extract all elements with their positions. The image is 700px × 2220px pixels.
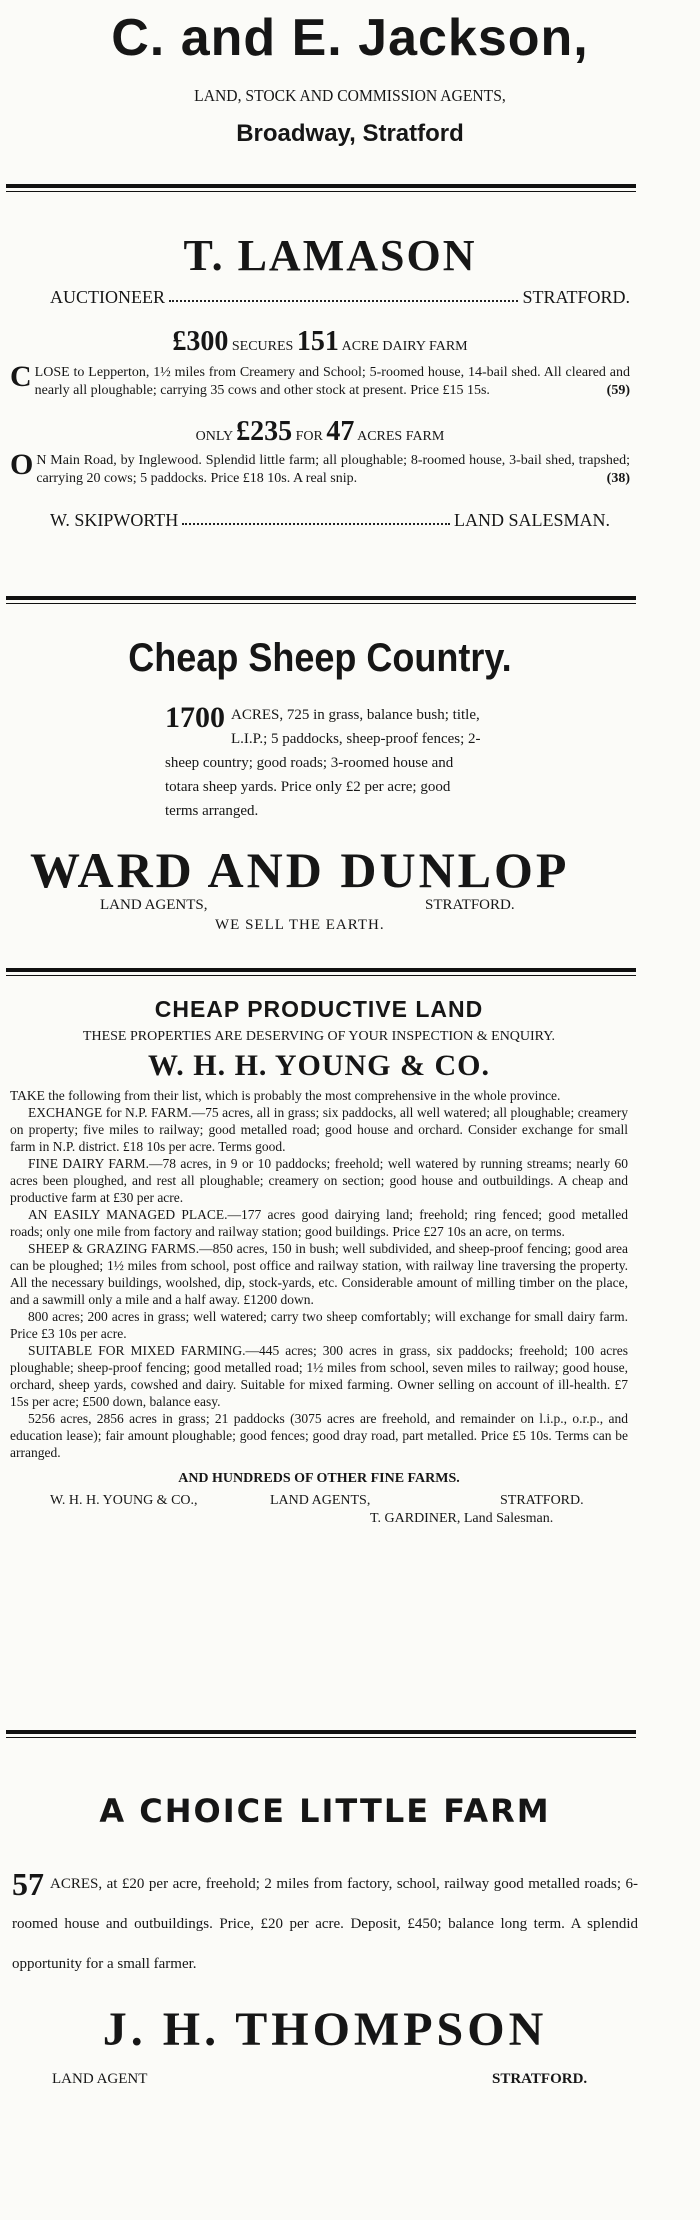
lamason-town: STRATFORD.: [522, 287, 630, 307]
ward-town: STRATFORD.: [425, 897, 515, 913]
divider: [6, 596, 636, 604]
jackson-location: Broadway, Stratford: [236, 120, 464, 147]
ward-ad: [0, 636, 700, 934]
lamason-salesman-row: [50, 510, 610, 531]
ward-body: [165, 703, 485, 823]
jackson-tagline: LAND, STOCK AND COMMISSION AGENTS,: [194, 86, 506, 105]
listing2-only: ONLY: [195, 429, 233, 444]
listing2-price: £235: [236, 416, 293, 447]
thompson-acres: 57: [12, 1866, 44, 1902]
young-closing: AND HUNDREDS OF OTHER FINE FARMS.: [178, 1471, 460, 1486]
thompson-town: STRATFORD.: [492, 2071, 588, 2087]
thompson-role: LAND AGENT: [52, 2071, 148, 2087]
lamason-role-row: [50, 287, 630, 308]
listing1-type: ACRE DAIRY FARM: [341, 339, 468, 354]
listing1-price: £300: [172, 326, 229, 357]
listing1-ref: (59): [606, 383, 630, 398]
dot-leader: [169, 287, 518, 302]
listing1-text: LOSE to Lepperton, 1½ miles from Creamery and School; 5-roomed house, 14-bail shed. All cleared and nearly all ploughable; carrying 35 cows and other stock at present. Price £15 15s.: [34, 365, 630, 398]
thompson-headline: A CHOICE LITTLE FARM: [99, 1792, 551, 1830]
jackson-name: C. and E. Jackson,: [111, 9, 589, 67]
listing1-secures: SECURES: [231, 339, 294, 354]
young-intro: TAKE the following from their list, which is probably the most comprehensive in the whole province.: [10, 1088, 561, 1103]
listing1-initial: C: [10, 360, 32, 393]
listing2-body: [10, 448, 630, 488]
jackson-ad: [0, 8, 700, 148]
young-listing-item: 5256 acres, 2856 acres in grass; 21 paddocks (3075 acres are freehold, and remainder on l.i.p., o.r.p., and education lease); fair amount ploughable; good fences; good dray road, part metalled. Price £5 10s. Terms can be arranged.: [10, 1411, 628, 1460]
thompson-firm: J. H. THOMPSON: [102, 2003, 548, 2056]
divider: [6, 184, 636, 192]
young-subhead: THESE PROPERTIES ARE DESERVING OF YOUR INSPECTION & ENQUIRY.: [82, 1029, 556, 1044]
lamason-salesman-role: LAND SALESMAN.: [453, 510, 610, 530]
lamason-name: T. LAMASON: [183, 231, 477, 280]
listing2-for: FOR: [295, 429, 323, 444]
young-footer-role: LAND AGENTS,: [270, 1493, 371, 1508]
ward-acres: 1700: [165, 701, 225, 734]
listing2-acres: 47: [326, 416, 355, 447]
young-footer-town: STRATFORD.: [500, 1493, 584, 1508]
young-listing-item: SHEEP & GRAZING FARMS.—850 acres, 150 in bush; well subdivided, and sheep-proof fencing; good area can be ploughed; 1½ miles from school, post office and railway station, with railway line traversing the property. All the necessary buildings, woolshed, dip, stock-yards, etc. Considerable amount of milling timber on the place, and a sawmill only a mile and a half away. £1200 down.: [10, 1241, 628, 1307]
young-listing-item: AN EASILY MANAGED PLACE.—177 acres good dairying land; freehold; ring fenced; good metalled roads; only one mile from factory and railway station; good buildings. Price £27 10s an acre, on terms.: [10, 1207, 628, 1239]
lamason-ad: [0, 230, 700, 531]
listing2-ref: (38): [606, 471, 630, 486]
listing2-type: ACRES FARM: [357, 429, 445, 444]
young-footer-firm: W. H. H. YOUNG & CO.,: [50, 1493, 198, 1508]
listing2-initial: O: [10, 448, 34, 481]
divider: [6, 968, 636, 976]
ward-motto: WE SELL THE EARTH.: [215, 917, 385, 933]
young-salesman: T. GARDINER, Land Salesman.: [370, 1511, 554, 1526]
listing1-body: [10, 360, 630, 400]
young-listing-item: FINE DAIRY FARM.—78 acres, in 9 or 10 paddocks; freehold; well watered by running streams; nearly 60 acres been ploughed, and rest all ploughable; creamery on section; good house and outbuildings. A cheap and productive farm at £30 per acre.: [10, 1156, 628, 1205]
young-firm: W. H. H. YOUNG & CO.: [148, 1049, 490, 1082]
young-headline: CHEAP PRODUCTIVE LAND: [154, 996, 484, 1022]
divider: [6, 1730, 636, 1738]
listing2-text: N Main Road, by Inglewood. Splendid little farm; all ploughable; 8-roomed house, 3-bail shed, trapshed; carrying 20 cows; 5 paddocks. Price £18 10s. A real snip.: [36, 453, 630, 486]
listing1-heading: [10, 326, 630, 358]
ward-role-row: [0, 897, 700, 917]
ward-firm: WARD AND DUNLOP: [30, 842, 570, 898]
ward-role: LAND AGENTS,: [100, 897, 208, 913]
ward-text: ACRES, 725 in grass, balance bush; title, L.I.P.; 5 paddocks, sheep-proof fences; 2-sheep country; good roads; 3-roomed house and totara sheep yards. Price only £2 per acre; good terms arranged.: [165, 707, 481, 819]
thompson-body: [12, 1864, 638, 1984]
ward-headline: Cheap Sheep Country.: [128, 636, 512, 680]
listing2-heading: [10, 416, 630, 448]
young-listing-item: 800 acres; 200 acres in grass; well watered; carry two sheep comfortably; will exchange for small dairy farm. Price £3 10s per acre.: [10, 1309, 628, 1341]
listing1-acres: 151: [296, 326, 339, 357]
thompson-role-row: [12, 2071, 638, 2091]
lamason-role: AUCTIONEER: [50, 287, 165, 307]
thompson-text: ACRES, at £20 per acre, freehold; 2 miles from factory, school, railway good metalled roads; 6-roomed house and outbuildings. Price, £20 per acre. Deposit, £450; balance long term. A splendid opportunity for a small farmer.: [12, 1876, 638, 1972]
young-items: [10, 1104, 628, 1461]
thompson-ad: [0, 1792, 650, 2091]
young-listing-item: EXCHANGE for N.P. FARM.—75 acres, all in grass; six paddocks, all well watered; all ploughable; creamery on property; five miles to railway; good metalled road; good house and orchard. Consider exchange for small farm in N.P. district. £18 10s per acre. Terms good.: [10, 1105, 628, 1154]
young-ad: [0, 996, 640, 1527]
dot-leader: [182, 510, 450, 525]
young-footer-row: [10, 1493, 628, 1511]
young-listing-item: SUITABLE FOR MIXED FARMING.—445 acres; 300 acres in grass, six paddocks; freehold; 100 acres ploughable; sheep-proof fencing; good metalled road; 1½ miles from school, seven miles to railway; good house, orchard, sheep yards, cowshed and dairy. Suitable for mixed farming. Owner selling on account of ill-health. £7 15s per acre; £500 down, balance easy.: [10, 1343, 628, 1409]
lamason-salesman: W. SKIPWORTH: [50, 510, 179, 530]
